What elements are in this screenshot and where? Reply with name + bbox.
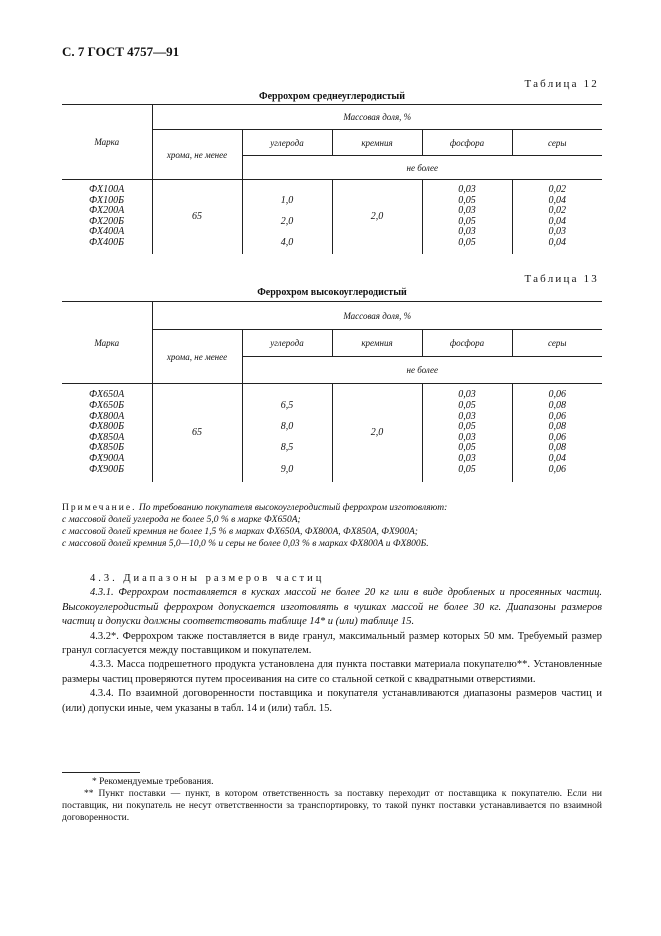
cell-value <box>243 454 332 465</box>
marks-column <box>62 180 152 254</box>
table-12-label: Таблица 12 <box>524 78 599 90</box>
cell-value: ФХ850А <box>89 431 125 443</box>
paragraph-4-3-1: 4.3.1. Феррохром поставляется в кусках массой не более 20 кг или в виде дробленых и просеянных частиц. Высокоуглеродистый феррохром допускается изготовлять в чушках массой не более 30 кг. Диапазоны размеров частиц и допуски должны соответствовать таблице 14* и (или) таблице 15. <box>62 587 602 628</box>
phosphorus-column <box>422 180 512 254</box>
table-13 <box>62 301 602 482</box>
cell-value: 0,05 <box>458 215 476 227</box>
header-chromium: хрома, не менее <box>152 130 242 180</box>
sulfur-column <box>512 384 602 482</box>
header-phosphorus: фосфора <box>422 330 512 357</box>
header-silicon: кремния <box>332 130 422 156</box>
cell-value: ФХ100А <box>89 183 125 195</box>
cell-value: 0,05 <box>458 236 476 248</box>
header-sulfur: серы <box>512 330 602 357</box>
cell-value: 0,03 <box>458 389 476 401</box>
cell-value: 0,05 <box>458 194 476 206</box>
footnote-1: * Рекомендуемые требования. <box>92 777 214 787</box>
cell-value: ФХ400А <box>89 226 125 238</box>
cell-value: 9,0 <box>280 463 294 475</box>
cell-value: 0,04 <box>548 236 566 248</box>
cell-value: ФХ800Б <box>89 421 125 433</box>
cell-value: ФХ800А <box>89 410 125 422</box>
silicon-value: 2,0 <box>332 180 422 254</box>
note-line-4: с массовой долей кремния 5,0—10,0 % и серы не более 0,03 % в марках ФХ800А и ФХ800Б. <box>62 539 429 549</box>
header-carbon: углерода <box>242 130 332 156</box>
paragraph-4-3-2: 4.3.2*. Феррохром также поставляется в виде гранул, максимальный размер которых 50 мм. Требуемый размер гранул согласуется между поставщиком и покупателем. <box>62 630 602 657</box>
cell-value: ФХ400Б <box>89 236 125 248</box>
cell-value: 6,5 <box>280 399 294 411</box>
paragraph-4-3-4: 4.3.4. По взаимной договоренности поставщика и покупателя устанавливаются диапазоны размеров частиц и (или) допуски иные, чем указаны в табл. 14 и (или) табл. 15. <box>62 688 602 714</box>
cell-value: 2,0 <box>280 215 294 227</box>
cell-value: 0,02 <box>548 183 566 195</box>
note-line-1: Примечание. По требованию покупателя высокоуглеродистый феррохром изготовляют: <box>62 503 448 513</box>
cell-value: 0,05 <box>458 399 476 411</box>
header-chromium: хрома, не менее <box>152 330 242 384</box>
chromium-value: 65 <box>152 384 242 482</box>
cell-value: 0,05 <box>458 442 476 454</box>
table-12 <box>62 104 602 254</box>
table-note <box>62 502 602 550</box>
cell-value: 0,06 <box>548 463 566 475</box>
header-silicon: кремния <box>332 330 422 357</box>
cell-value: 0,04 <box>548 194 566 206</box>
cell-value: ФХ650А <box>89 389 125 401</box>
sulfur-column <box>512 180 602 254</box>
cell-value: 0,05 <box>458 421 476 433</box>
header-sulfur: серы <box>512 130 602 156</box>
header-phosphorus: фосфора <box>422 130 512 156</box>
cell-value: 8,5 <box>280 442 294 454</box>
cell-value <box>243 185 332 196</box>
cell-value: ФХ200Б <box>89 215 125 227</box>
footnotes <box>62 776 602 824</box>
cell-value: 0,03 <box>458 183 476 195</box>
cell-value: ФХ200А <box>89 205 125 217</box>
footnote-2: ** Пункт поставки — пункт, в котором ответственность за поставку переходит от поставщика к покупателю. Если ни поставщик, ни покупатель не несут ответственности за транспортировку, то такой пункт поставки устанавливается по взаимной договоренности. <box>62 789 602 823</box>
footnote-divider <box>62 772 140 773</box>
chromium-value: 65 <box>152 180 242 254</box>
cell-value: 0,03 <box>458 226 476 238</box>
note-line-2: с массовой долей углерода не более 5,0 % в марке ФХ650А; <box>62 515 301 525</box>
cell-value: 0,03 <box>458 410 476 422</box>
cell-value: 0,03 <box>548 226 566 238</box>
cell-value: 0,08 <box>548 442 566 454</box>
cell-value: 0,03 <box>458 431 476 443</box>
note-label: Примечание. <box>62 503 137 513</box>
cell-value: ФХ900Б <box>89 463 125 475</box>
cell-value: 0,03 <box>458 205 476 217</box>
table-12-title: Феррохром среднеуглеродистый <box>259 91 405 102</box>
cell-value: ФХ650Б <box>89 399 125 411</box>
section-title: 4.3. Диапазоны размеров частиц <box>90 573 325 584</box>
header-mark: Марка <box>62 302 152 384</box>
cell-value: 1,0 <box>280 194 294 206</box>
cell-value: 0,03 <box>458 452 476 464</box>
header-not-more: не более <box>242 357 602 384</box>
section-4-3 <box>62 572 602 716</box>
header-not-more: не более <box>242 156 602 180</box>
cell-value: ФХ100Б <box>89 194 125 206</box>
header-mass-fraction: Массовая доля, % <box>152 302 602 330</box>
cell-value: 0,06 <box>548 431 566 443</box>
note-line-3: с массовой долей кремния не более 1,5 % в марках ФХ650А, ФХ800А, ФХ850А, ФХ900А; <box>62 527 418 537</box>
phosphorus-column <box>422 384 512 482</box>
cell-value: 0,04 <box>548 215 566 227</box>
cell-value: 8,0 <box>280 421 294 433</box>
page-header: С. 7 ГОСТ 4757—91 <box>62 44 180 59</box>
cell-value: 0,08 <box>548 399 566 411</box>
cell-value: 0,08 <box>548 421 566 433</box>
cell-value: 4,0 <box>280 236 294 248</box>
cell-value: 0,06 <box>548 410 566 422</box>
paragraph-4-3-3: 4.3.3. Масса подрешетного продукта установлена для пункта поставки материала покупателю**. Установленные размеры частиц проверяются путем просеивания на сите со стальной сеткой с квадратными отверстиями. <box>62 659 602 685</box>
marks-column <box>62 384 152 482</box>
cell-value: 0,05 <box>458 463 476 475</box>
cell-value: ФХ850Б <box>89 442 125 454</box>
cell-value: ФХ900А <box>89 452 125 464</box>
header-mark: Марка <box>62 105 152 180</box>
cell-value: 0,04 <box>548 452 566 464</box>
carbon-column <box>242 180 332 254</box>
table-13-title: Феррохром высокоуглеродистый <box>257 287 407 298</box>
header-carbon: углерода <box>242 330 332 357</box>
carbon-column <box>242 384 332 482</box>
silicon-value: 2,0 <box>332 384 422 482</box>
header-mass-fraction: Массовая доля, % <box>152 105 602 130</box>
table-13-label: Таблица 13 <box>524 273 599 285</box>
cell-value: 0,06 <box>548 389 566 401</box>
cell-value: 0,02 <box>548 205 566 217</box>
